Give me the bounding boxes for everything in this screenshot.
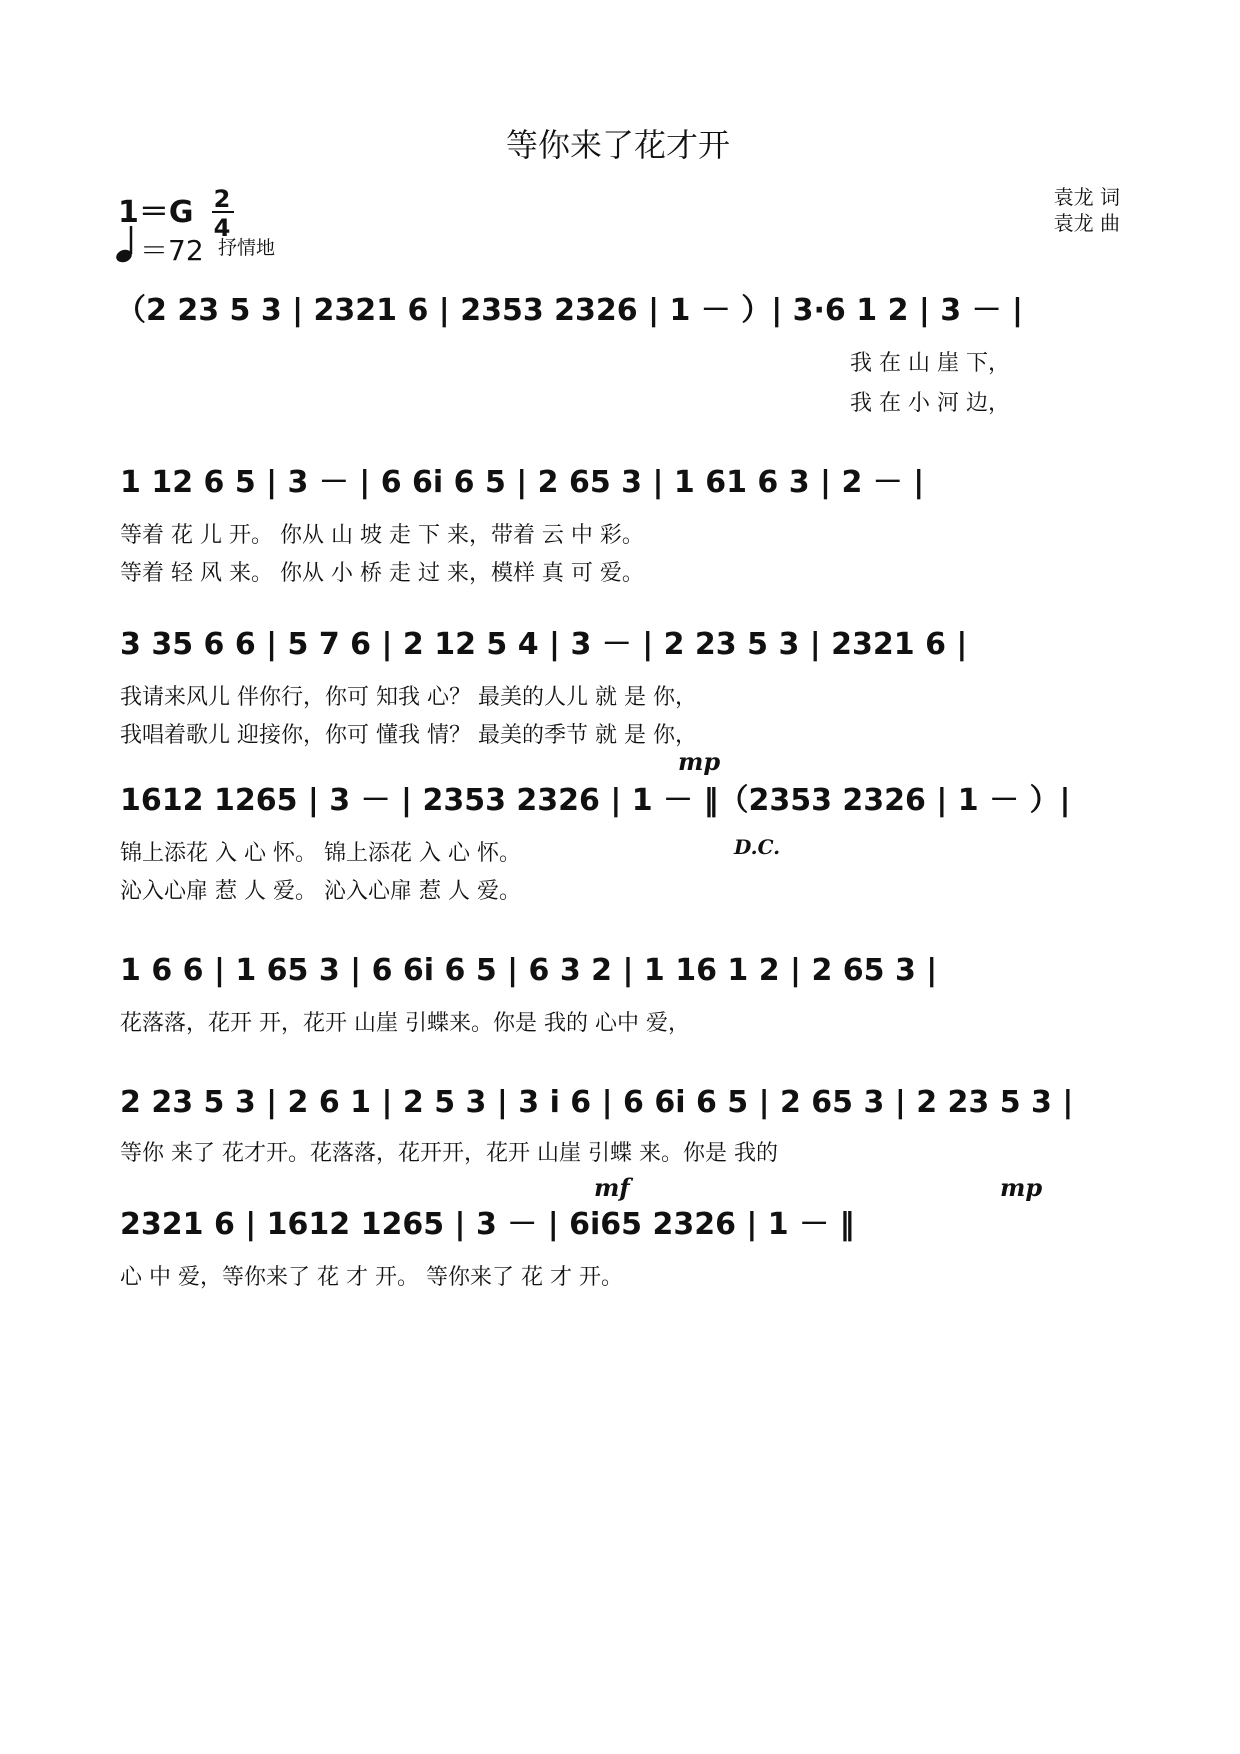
lyricist-credit: 袁龙 词 — [1053, 185, 1120, 209]
notes-line: 2321 6 | 1612 1265 | 3 － | 6i65 2326 | 1 － ‖ — [120, 1207, 855, 1242]
notes-line: （2 23 5 3 | 2321 6 | 2353 2326 | 1 － ）| 3·6 1 2 | 3 － | — [116, 293, 1024, 328]
key-signature: 1＝G — [118, 195, 194, 230]
lyrics-verse-1: 心 中 爱，等你来了 花 才 开。 等你来了 花 才 开。 — [120, 1265, 623, 1290]
lyrics-verse-2: 沁入心扉 惹 人 爱。 沁入心扉 惹 人 爱。 — [120, 879, 521, 904]
lyrics-verse-1: 花落落，花开 开，花开 山崖 引蝶来。你是 我的 心中 爱， — [120, 1011, 690, 1036]
dynamic-mp: mp — [678, 747, 721, 776]
score-system-5 — [120, 953, 937, 1036]
lyrics-verse-2: 我唱着歌儿 迎接你，你可 懂我 情？ 最美的季节 就 是 你， — [120, 723, 697, 748]
time-signature-bottom: 4 — [213, 214, 231, 242]
dynamic-mp: mp — [1000, 1173, 1043, 1202]
expression-marking: 抒情地 — [218, 237, 276, 259]
notes-line: 1612 1265 | 3 － | 2353 2326 | 1 － ‖（2353 2326 | 1 － ）| — [120, 783, 1071, 818]
lyrics-verse-1: 等你 来了 花才开。花落落，花开开，花开 山崖 引蝶 来。你是 我的 — [120, 1141, 778, 1166]
score-title: 等你来了花才开 — [505, 126, 731, 164]
score-system-4 — [120, 747, 1071, 904]
dynamic-mf: mf — [594, 1173, 630, 1202]
lyrics-verse-1: 等着 花 儿 开。 你从 山 坡 走 下 来，带着 云 中 彩。 — [120, 523, 644, 548]
notes-line: 1 12 6 5 | 3 － | 6 6i 6 5 | 2 65 3 | 1 61 6 3 | 2 － | — [120, 465, 925, 500]
lyrics-verse-1: 锦上添花 入 心 怀。 锦上添花 入 心 怀。 — [120, 841, 521, 866]
notes-line: 2 23 5 3 | 2 6 1 | 2 5 3 | 3 i 6 | 6 6i 6 5 | 2 65 3 | 2 23 5 3 | — [120, 1085, 1074, 1120]
score-system-3 — [120, 627, 967, 748]
lyrics-verse-2: 等着 轻 风 来。 你从 小 桥 走 过 来，模样 真 可 爱。 — [120, 561, 644, 586]
score-system-7 — [120, 1173, 1042, 1290]
time-signature-top: 2 — [213, 185, 231, 213]
tempo-marking: ＝72 — [140, 234, 204, 267]
lyrics-verse-1: 我 在 山 崖 下， — [850, 351, 1010, 376]
lyrics-verse-1: 我请来风儿 伴你行，你可 知我 心？ 最美的人儿 就 是 你， — [120, 685, 697, 710]
score-system-1 — [116, 293, 1023, 416]
score-system-6 — [120, 1085, 1073, 1166]
composer-credit: 袁龙 曲 — [1053, 211, 1120, 235]
dc-mark: D.C. — [734, 835, 781, 859]
quarter-note-icon — [114, 226, 133, 264]
lyrics-verse-2: 我 在 小 河 边， — [850, 391, 1010, 416]
score-system-2 — [120, 465, 924, 586]
notes-line: 3 35 6 6 | 5 7 6 | 2 12 5 4 | 3 － | 2 23 5 3 | 2321 6 | — [120, 627, 968, 662]
notes-line: 1 6 6 | 1 65 3 | 6 6i 6 5 | 6 3 2 | 1 16 1 2 | 2 65 3 | — [120, 953, 938, 988]
